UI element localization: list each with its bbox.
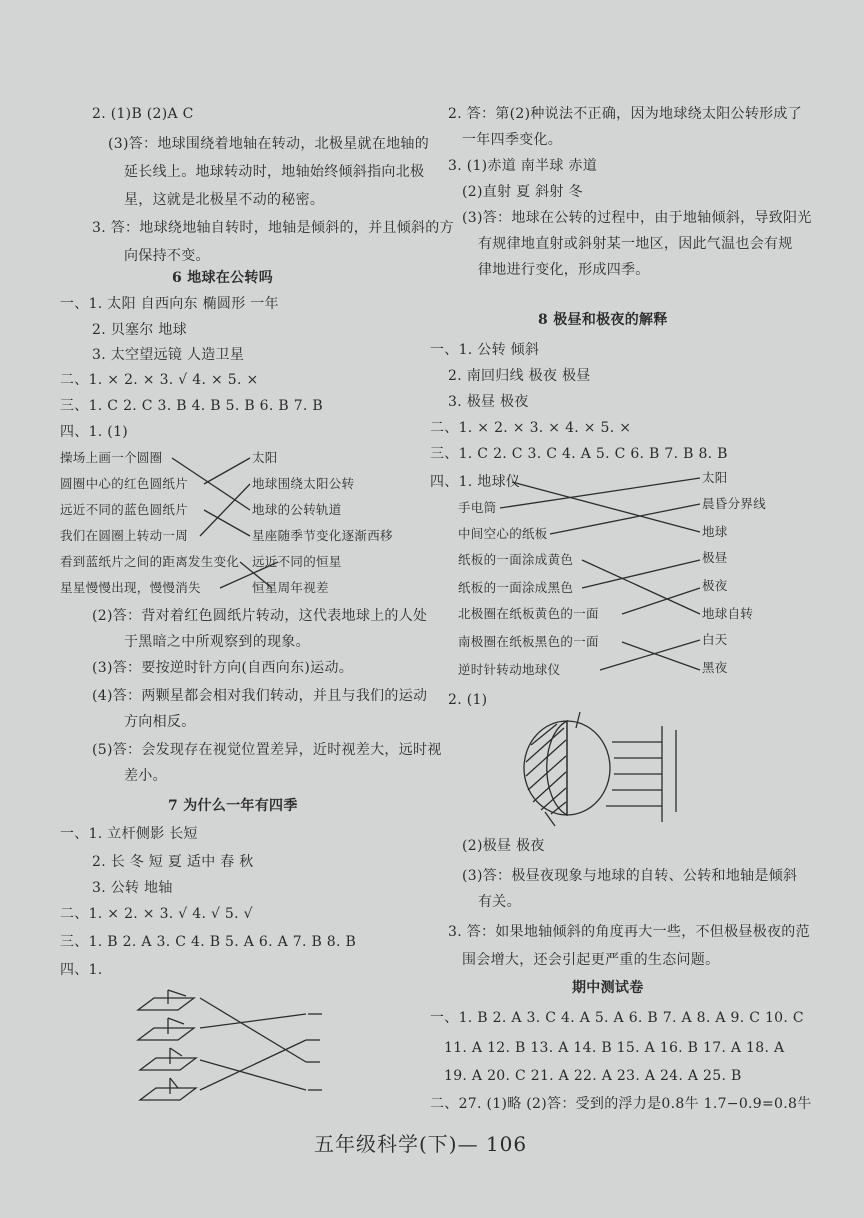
match-right-item: 地球的公转轨道 xyxy=(252,502,342,517)
match-right-item: 晨昏分界线 xyxy=(702,496,767,511)
match-left-item: 星星慢慢出现，慢慢消失 xyxy=(60,580,201,595)
answer-line: (2)极昼 极夜 xyxy=(462,838,545,854)
match-left-item: 看到蓝纸片之间的距离发生变化 xyxy=(60,554,240,569)
section-title: 6 地球在公转吗 xyxy=(172,270,274,286)
answer-line: 一、1. 太阳 自西向东 椭圆形 一年 xyxy=(60,296,279,312)
match-line xyxy=(500,478,700,508)
answer-line: 有规律地直射或斜射某一地区，因此气温也会有规 xyxy=(478,236,793,252)
answer-line: 11. A 12. B 13. A 14. B 15. A 16. B 17. A 18. A xyxy=(444,1040,785,1056)
match-right-item: 星座随季节变化逐渐西移 xyxy=(252,528,393,543)
match-right-item: 太阳 xyxy=(252,450,278,465)
match-right-item: 地球围绕太阳公转 xyxy=(252,476,355,491)
match-line xyxy=(550,504,700,534)
answer-line: 2. 南回归线 极夜 极昼 xyxy=(448,368,591,384)
match-left-item: 逆时针转动地球仪 xyxy=(458,662,561,677)
match-left-item: 北极圈在纸板黄色的一面 xyxy=(458,606,599,621)
answer-line: 二、27. (1)略 (2)答：受到的浮力是0.8牛 1.7−0.9=0.8牛 xyxy=(430,1096,812,1112)
answer-line: 于黑暗之中所观察到的现象。 xyxy=(124,634,310,650)
answer-line: 一、1. B 2. A 3. C 4. A 5. A 6. B 7. A 8. A 9. C 10. C xyxy=(430,1010,804,1026)
answer-line: 差小。 xyxy=(124,768,167,784)
match-left-item: 远近不同的蓝色圆纸片 xyxy=(60,502,189,517)
match-line xyxy=(600,640,700,670)
section-title: 期中测试卷 xyxy=(572,980,644,996)
match-line xyxy=(512,482,700,532)
answer-line: 3. 极昼 极夜 xyxy=(448,394,529,410)
polar-day-night-figure xyxy=(524,712,676,826)
match-line xyxy=(204,510,250,536)
answer-line: 延长线上。地球转动时，地轴始终倾斜指向北极 xyxy=(124,164,425,180)
match-left-item: 纸板的一面涂成黑色 xyxy=(458,580,574,595)
match-line xyxy=(622,642,700,670)
answer-line: 向保持不变。 xyxy=(124,248,210,264)
match-left-item: 我们在圆圈上转动一周 xyxy=(60,528,189,543)
match-left-item: 操场上画一个圆圈 xyxy=(60,450,163,465)
answer-line: (2)答：背对着红色圆纸片转动，这代表地球上的人处 xyxy=(92,608,428,624)
answer-line: 方向相反。 xyxy=(124,714,196,730)
section-title: 8 极昼和极夜的解释 xyxy=(538,312,668,328)
answer-line: 一、1. 公转 倾斜 xyxy=(430,342,540,358)
match-left-item: 圆圈中心的红色圆纸片 xyxy=(60,476,189,491)
match-line xyxy=(582,560,700,588)
answer-line: 2. 答：第(2)种说法不正确，因为地球绕太阳公转形成了 xyxy=(448,106,803,122)
match-right-item: 白天 xyxy=(702,632,728,647)
section-title: 7 为什么一年有四季 xyxy=(168,798,298,814)
answer-line: 一、1. 立杆侧影 长短 xyxy=(60,826,198,842)
match-line xyxy=(240,562,272,588)
answer-line: 2. 长 冬 短 夏 适中 春 秋 xyxy=(92,854,254,870)
answer-line: 2. (1)B (2)A C xyxy=(92,106,194,122)
answer-line: (3)答：地球围绕着地轴在转动，北极星就在地轴的 xyxy=(108,136,430,152)
answer-line: (3)答：要按逆时针方向(自西向东)运动。 xyxy=(92,660,354,676)
answer-line: 二、1. × 2. × 3. × 4. × 5. × xyxy=(430,420,632,436)
pole-shadow-figure xyxy=(138,990,322,1100)
answer-line: 四、1. (1) xyxy=(60,424,129,440)
answer-line: 三、1. C 2. C 3. C 4. A 5. C 6. B 7. B 8. B xyxy=(430,446,728,462)
match-right-item: 地球自转 xyxy=(702,606,754,621)
match-right-item: 恒星周年视差 xyxy=(252,580,329,595)
match-line xyxy=(582,560,700,614)
answer-line: 一年四季变化。 xyxy=(462,132,563,148)
match-line xyxy=(204,458,250,484)
answer-line: 四、1. 地球仪 xyxy=(430,474,521,490)
page-footer: 五年级科学(下)— 106 xyxy=(314,1132,528,1156)
match-left-item: 纸板的一面涂成黄色 xyxy=(458,552,574,567)
match-right-item: 远近不同的恒星 xyxy=(252,554,342,569)
match-right-item: 黑夜 xyxy=(702,660,728,675)
answer-line: (4)答：两颗星都会相对我们转动，并且与我们的运动 xyxy=(92,688,428,704)
answer-line: 四、1. xyxy=(60,962,103,978)
match-left-item: 南极圈在纸板黑色的一面 xyxy=(458,634,599,649)
match-lines-s8 xyxy=(500,478,700,670)
answer-line: 2. (1) xyxy=(448,692,488,708)
answer-line: (2)直射 夏 斜射 冬 xyxy=(462,184,583,200)
answer-line: 3. 公转 地轴 xyxy=(92,880,173,896)
answer-line: (5)答：会发现存在视觉位置差异，近时视差大，远时视 xyxy=(92,742,442,758)
answer-line: 19. A 20. C 21. A 22. A 23. A 24. A 25. B xyxy=(444,1068,742,1084)
answer-line: 三、1. B 2. A 3. C 4. B 5. A 6. A 7. B 8. B xyxy=(60,934,357,950)
match-line xyxy=(172,458,250,510)
answer-line: 三、1. C 2. C 3. B 4. B 5. B 6. B 7. B xyxy=(60,398,324,414)
match-left-item: 手电筒 xyxy=(458,500,497,515)
answer-line: 星，这就是北极星不动的秘密。 xyxy=(124,192,325,208)
match-right-item: 太阳 xyxy=(702,470,728,485)
answer-line: 3. 答：如果地轴倾斜的角度再大一些，不但极昼极夜的范 xyxy=(448,924,810,940)
answer-line: 3. 太空望远镜 人造卫星 xyxy=(92,347,245,363)
match-left-item: 中间空心的纸板 xyxy=(458,526,548,541)
match-line xyxy=(200,484,250,536)
answer-line: (3)答：极昼夜现象与地球的自转、公转和地轴是倾斜 xyxy=(462,868,798,884)
answer-line: 3. 答：地球绕地轴自转时，地轴是倾斜的，并且倾斜的方 xyxy=(92,220,454,236)
answer-line: 二、1. × 2. × 3. √ 4. × 5. × xyxy=(60,372,259,388)
answer-line: 有关。 xyxy=(478,894,521,910)
answer-line: 二、1. × 2. × 3. √ 4. √ 5. √ xyxy=(60,906,253,922)
answer-line: 围会增大，还会引起更严重的生态问题。 xyxy=(462,952,720,968)
answer-line: 3. (1)赤道 南半球 赤道 xyxy=(448,158,598,174)
answer-line: (3)答：地球在公转的过程中，由于地轴倾斜，导致阳光 xyxy=(462,210,812,226)
match-line xyxy=(622,588,700,614)
match-lines-s6 xyxy=(172,458,278,588)
match-right-item: 极昼 xyxy=(702,550,728,565)
match-right-item: 地球 xyxy=(702,524,728,539)
answer-line: 律地进行变化，形成四季。 xyxy=(478,262,650,278)
match-right-item: 极夜 xyxy=(702,578,728,593)
answer-line: 2. 贝塞尔 地球 xyxy=(92,322,187,338)
match-line xyxy=(220,562,278,588)
